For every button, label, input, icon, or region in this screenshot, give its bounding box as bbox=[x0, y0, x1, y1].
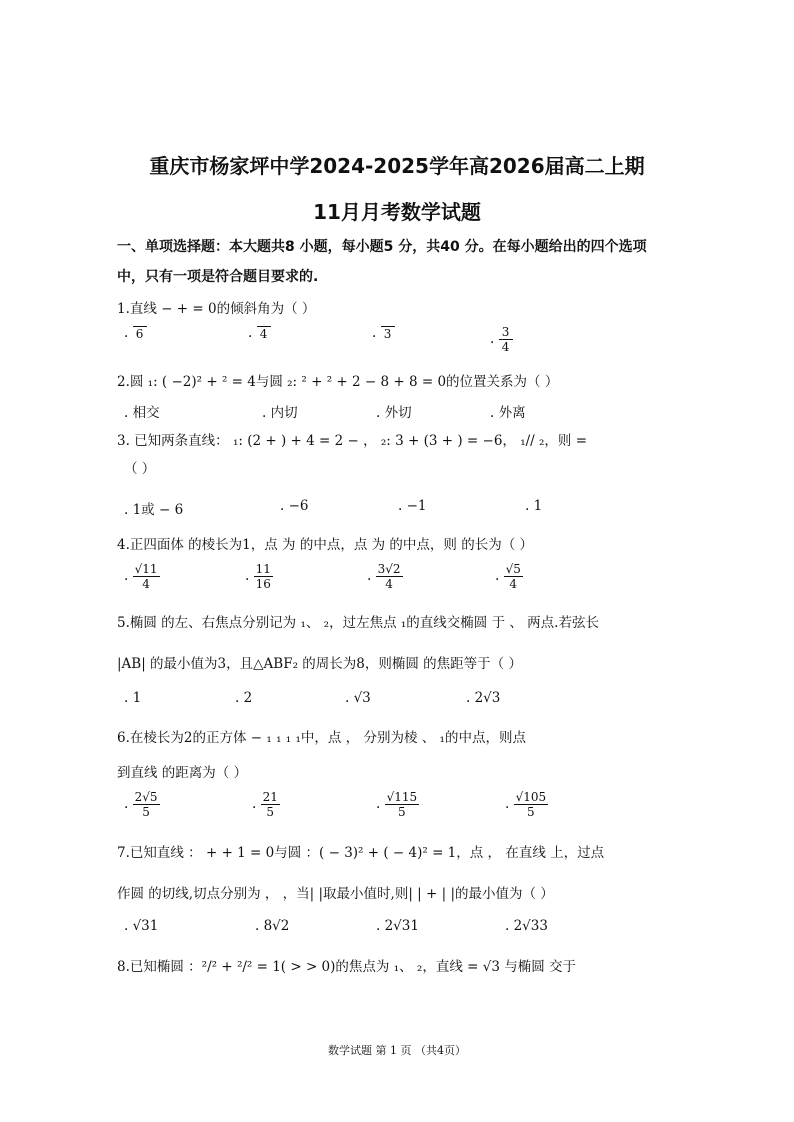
question-4-option-c: . $\frac{3√2}{4}$ bbox=[367, 562, 401, 591]
question-8-stem: 8.已知椭圆 ：²/² + ²/² = 1( > > 0)的焦点为 ₁、 ₂，直线 = √3 与椭圆 交于 bbox=[117, 959, 576, 975]
question-3-stem: 3. 已知两条直线： ₁: (2 + ) + 4 = 2 − ， ₂: 3 + (3 + ) = −6， ₁// ₂，则 = bbox=[117, 433, 588, 449]
section-heading-line-2: 中，只有一项是符合题目要求的. bbox=[117, 269, 319, 285]
question-2-option-c: . 外切 bbox=[376, 405, 412, 421]
question-4-stem: 4.正四面体 的棱长为1，点 为 的中点，点 为 的中点，则 的长为（ ） bbox=[117, 537, 534, 553]
question-1-option-a: . 6 bbox=[124, 325, 147, 341]
section-heading-line-1: 一、单项选择题：本大题共8 小题，每小题5 分，共40 分。在每小题给出的四个选项 bbox=[117, 239, 647, 255]
page-footer: 数学试题 第 1 页 （共4页） bbox=[328, 1044, 466, 1057]
question-7-option-a: . √31 bbox=[124, 918, 159, 934]
question-2-option-b: . 内切 bbox=[262, 405, 298, 421]
question-6-option-c: . $\frac{√115}{5}$ bbox=[376, 790, 418, 819]
question-3-option-d: . 1 bbox=[525, 498, 543, 514]
question-4-option-a: . $\frac{√11}{4}$ bbox=[124, 562, 158, 591]
question-6-option-d: . $\frac{√105}{5}$ bbox=[505, 790, 547, 819]
question-6-stem-continued: 到直线 的距离为（ ） bbox=[117, 765, 248, 781]
question-3-option-a: . 1或 − 6 bbox=[124, 502, 184, 518]
question-3-option-c: . −1 bbox=[398, 498, 427, 514]
question-3-option-b: . −6 bbox=[280, 498, 309, 514]
question-3-stem-continued: （ ） bbox=[124, 461, 156, 477]
question-5-option-d: . 2√3 bbox=[466, 690, 501, 706]
question-6-option-a: . $\frac{2√5}{5}$ bbox=[124, 790, 158, 819]
question-2-option-d: . 外离 bbox=[490, 405, 526, 421]
question-1-option-d: . $\frac{3}{4}$ bbox=[490, 325, 513, 354]
question-7-option-b: . 8√2 bbox=[255, 918, 290, 934]
title-line-1: 重庆市杨家坪中学2024-2025学年高2026届高二上期 bbox=[149, 154, 645, 178]
question-5-stem-continued: |AB| 的最小值为3，且△ABF₂ 的周长为8，则椭圆 的焦距等于（ ） bbox=[117, 656, 522, 672]
question-7-stem-continued: 作圆 的切线,切点分别为 ， ，当| |取最小值时,则| | + | |的最小值为（ ） bbox=[117, 886, 554, 902]
question-2-option-a: . 相交 bbox=[124, 405, 160, 421]
title-line-2: 11月月考数学试题 bbox=[313, 200, 481, 224]
question-7-option-d: . 2√33 bbox=[505, 918, 548, 934]
question-5-stem: 5.椭圆 的左、右焦点分别记为 ₁、 ₂，过左焦点 ₁的直线交椭圆 于 、 两点.若弦长 bbox=[117, 615, 599, 631]
question-7-stem: 7.已知直线 ： + + 1 = 0与圆 ：( − 3)² + ( − 4)² = 1，点 ， 在直线 上，过点 bbox=[117, 845, 605, 861]
question-5-option-a: . 1 bbox=[124, 690, 142, 706]
question-1-stem: 1.直线 − + = 0的倾斜角为（ ） bbox=[117, 301, 316, 317]
question-1-option-c: . 3 bbox=[372, 325, 395, 341]
question-5-option-b: . 2 bbox=[235, 690, 253, 706]
question-4-option-b: . $\frac{11}{16}$ bbox=[245, 562, 271, 591]
question-7-option-c: . 2√31 bbox=[376, 918, 419, 934]
question-5-option-c: . √3 bbox=[345, 690, 371, 706]
question-6-option-b: . $\frac{21}{5}$ bbox=[252, 790, 278, 819]
question-1-option-b: . 4 bbox=[248, 325, 271, 341]
question-4-option-d: . $\frac{√5}{4}$ bbox=[495, 562, 521, 591]
question-2-stem: 2.圆 ₁: ( −2)² + ² = 4与圆 ₂: ² + ² + 2 − 8 + 8 = 0的位置关系为（ ） bbox=[117, 374, 559, 390]
question-6-stem: 6.在棱长为2的正方体 − ₁ ₁ ₁ ₁中，点 ， 分别为棱 、 ₁的中点，则点 bbox=[117, 730, 526, 746]
